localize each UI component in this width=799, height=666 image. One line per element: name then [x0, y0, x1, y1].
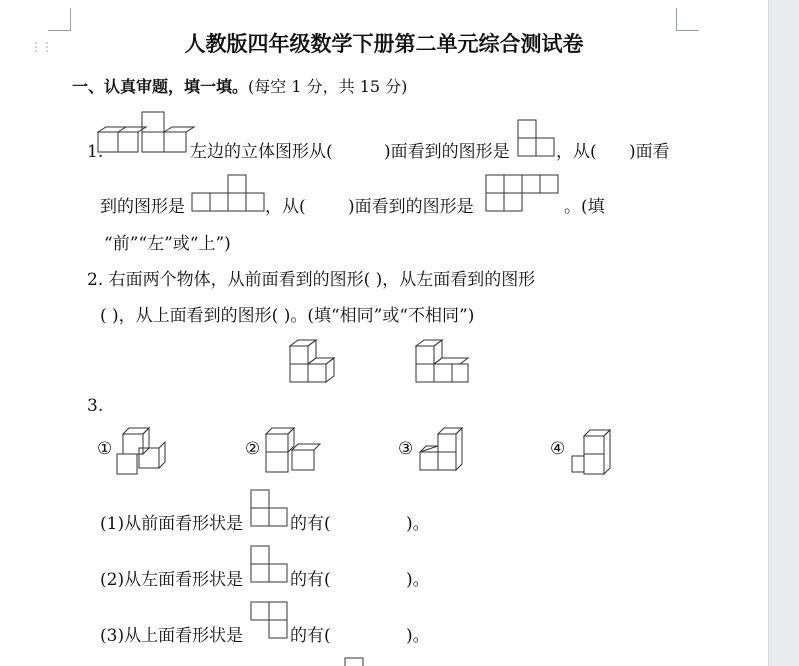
cube-face — [416, 364, 434, 382]
q1-solid-figure — [98, 110, 190, 158]
cube-side — [159, 442, 165, 468]
cube-face — [98, 132, 118, 152]
cube-face — [434, 364, 452, 382]
cube-face — [142, 132, 164, 152]
q3-figure-2 — [266, 428, 322, 476]
q2-object-1 — [290, 338, 336, 386]
q1-text-d: )面看 — [629, 142, 670, 162]
q3-figure-3 — [420, 424, 468, 476]
q1-text-i: “前”“左”或“上”) — [104, 234, 231, 254]
q3-sub3-text: (3)从上面看形状是 — [100, 626, 244, 646]
drag-handle-icon[interactable]: ⋮⋮ — [30, 40, 52, 54]
cube-face — [438, 452, 456, 470]
cube-face — [416, 346, 434, 364]
q3-figure-1 — [117, 428, 167, 478]
q1-text-a: 左边的立体图形从( — [190, 142, 333, 162]
q3-figure-4 — [570, 430, 618, 478]
cube-face — [292, 450, 314, 470]
cube-face — [438, 434, 456, 452]
q1-text-f: ，从( — [265, 197, 306, 217]
cube-top — [434, 358, 468, 364]
q3-label-2: ② — [245, 439, 261, 459]
q1-view-figure-1 — [518, 120, 558, 160]
q1-view-figure-3 — [486, 175, 566, 215]
crop-mark-top-left — [48, 8, 71, 31]
cube-side — [604, 430, 610, 474]
view-square — [345, 658, 363, 666]
view-square — [504, 193, 522, 211]
view-square — [518, 120, 536, 138]
view-square — [251, 564, 269, 582]
view-square — [269, 564, 287, 582]
cube-face — [290, 364, 308, 382]
q2-object-2 — [416, 338, 472, 386]
q3-label-3: ③ — [398, 439, 414, 459]
next-figure-partial — [345, 658, 365, 666]
q3-sub2-view — [251, 546, 291, 586]
view-square — [269, 508, 287, 526]
q3-label-1: ① — [97, 439, 113, 459]
q1-text-c: ，从( — [556, 142, 597, 162]
q1-text-b: )面看到的图形是 — [384, 142, 510, 162]
q3-sub1-blank-close: )。 — [406, 514, 430, 534]
section-score-note: (每空 1 分，共 15 分) — [248, 77, 408, 96]
crop-mark-top-right — [676, 8, 699, 31]
view-square — [486, 175, 504, 193]
q3-sub2-blank-close: )。 — [406, 570, 430, 590]
cube-side — [456, 428, 462, 470]
q3-sub1-blank-open: 的有( — [290, 514, 331, 534]
cube-face — [572, 456, 584, 472]
view-square — [246, 193, 264, 211]
view-square — [228, 193, 246, 211]
q1-text-h: 。(填 — [564, 197, 605, 217]
cube-face — [117, 454, 137, 474]
cube-face — [308, 364, 326, 382]
cube-face — [266, 434, 288, 452]
cube-face — [139, 448, 159, 468]
view-square — [486, 193, 504, 211]
view-square — [251, 490, 269, 508]
q1-text-e: 到的图形是 — [100, 197, 185, 217]
cube-face — [584, 454, 604, 474]
view-square — [251, 602, 269, 620]
cube-face — [420, 452, 438, 470]
q3-sub1-text: (1)从前面看形状是 — [100, 514, 244, 534]
q3-label-4: ④ — [550, 439, 566, 459]
cube-face — [118, 132, 138, 152]
view-square — [228, 175, 246, 193]
cube-face — [452, 364, 468, 382]
view-square — [210, 193, 228, 211]
q3-sub3-blank-open: 的有( — [290, 626, 331, 646]
q3-sub3-view — [251, 602, 291, 642]
view-square — [522, 175, 540, 193]
q2-line-1: 2. 右面两个物体，从前面看到的图形( )，从左面看到的图形 — [87, 270, 536, 290]
view-square — [192, 193, 210, 211]
section-heading-text: 一、认真审题，填一填。 — [72, 77, 249, 96]
section-heading — [72, 77, 407, 97]
q3-sub1-view — [251, 490, 291, 530]
q3-sub2-blank-open: 的有( — [290, 570, 331, 590]
cube-top — [420, 446, 438, 452]
page-title: 人教版四年级数学下册第二单元综合测试卷 — [184, 32, 584, 56]
q3-number: 3. — [87, 396, 104, 416]
cube-top — [292, 444, 320, 450]
cube-top — [584, 430, 610, 436]
view-square — [251, 546, 269, 564]
view-square — [518, 138, 536, 156]
view-square — [536, 138, 554, 156]
cube-face — [123, 434, 143, 454]
view-square — [504, 175, 522, 193]
q1-text-g: )面看到的图形是 — [348, 197, 474, 217]
view-square — [269, 620, 287, 638]
cube-face — [164, 132, 186, 152]
q1-number: 1. — [87, 142, 104, 162]
q1-view-figure-2 — [192, 175, 272, 215]
cube-top — [123, 428, 149, 434]
q3-sub3-blank-close: )。 — [406, 626, 430, 646]
q3-sub2-text: (2)从左面看形状是 — [100, 570, 244, 590]
view-square — [251, 508, 269, 526]
view-square — [269, 602, 287, 620]
cube-face — [142, 112, 164, 132]
cube-side — [143, 428, 149, 454]
cube-edge — [118, 127, 126, 132]
cube-face — [290, 346, 308, 364]
cube-side — [326, 358, 334, 382]
cube-face — [584, 436, 604, 454]
q2-line-2: ( )，从上面看到的图形( )。(填“相同”或“不相同”) — [100, 306, 475, 326]
cube-top — [266, 428, 294, 434]
scroll-gutter[interactable] — [768, 0, 799, 666]
view-square — [540, 175, 558, 193]
cube-face — [266, 452, 288, 472]
cube-top — [164, 127, 194, 132]
